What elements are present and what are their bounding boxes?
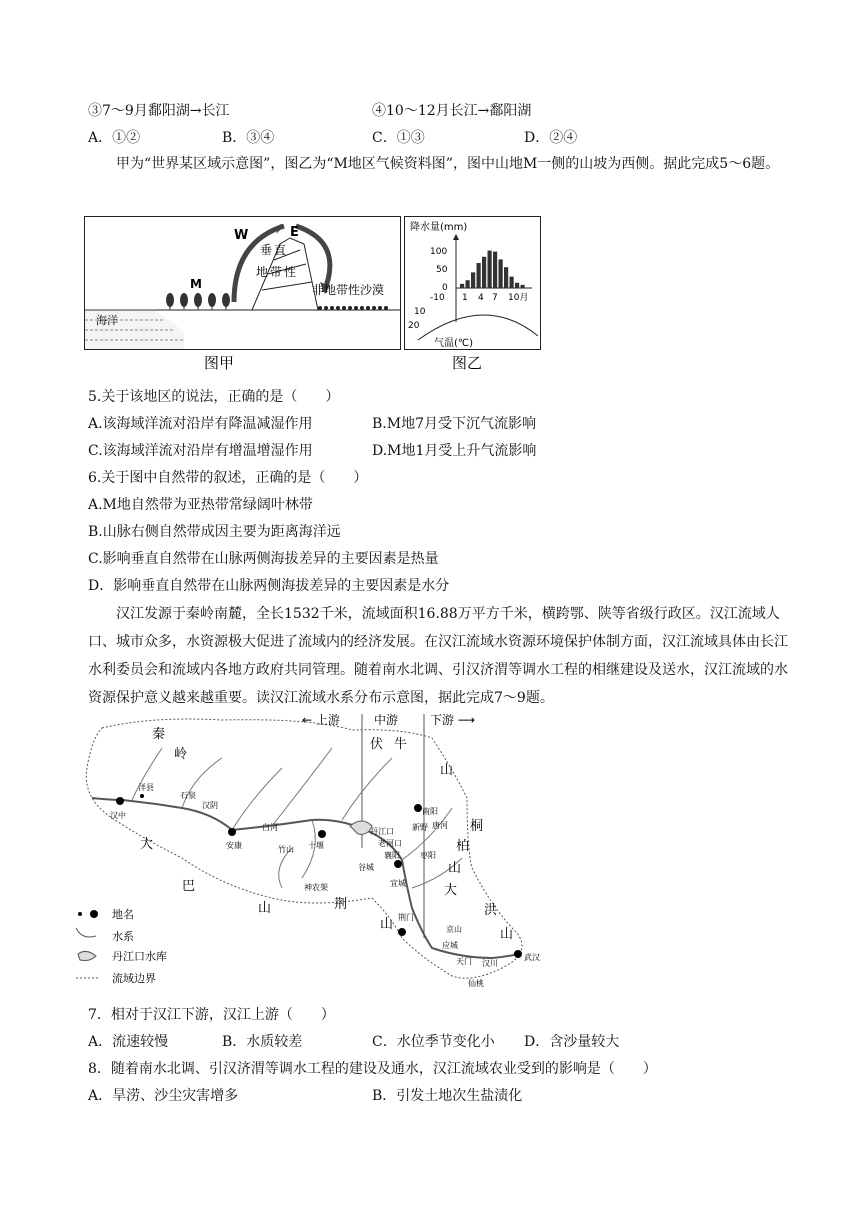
precip-bar-9 (504, 267, 508, 288)
city-wuhan: 武汉 (524, 953, 540, 962)
precip-bar-12 (521, 285, 525, 288)
svg-text:地名: 地名 (112, 908, 134, 921)
figure-yi (404, 212, 542, 372)
city-xiantao: 仙桃 (468, 979, 484, 988)
mt-hong: 洪 (484, 903, 498, 918)
q5-b: B.M地7月受下沉气流影响 (372, 416, 536, 432)
mt-niu: 牛 (394, 737, 408, 752)
city-yangxian: 洋县 (138, 783, 154, 792)
label-w: W (234, 228, 249, 243)
precip-bar-1 (460, 284, 464, 288)
tick-neg10: -10 (430, 293, 445, 303)
q8-stem: 8．随着南水北调、引汉济渭等调水工程的建设及通水，汉江流域农业受到的影响是（ ） (88, 1061, 657, 1077)
city-jingmen: 荆门 (398, 913, 414, 922)
precip-bar-6 (488, 251, 492, 288)
mt-da1: 大 (444, 883, 458, 898)
q8-a: A．旱涝、沙尘灾害增多 (88, 1088, 239, 1104)
q7-b: B．水质较差 (222, 1034, 303, 1050)
precip-bar-3 (471, 272, 475, 288)
caption-yi: 图乙 (452, 354, 483, 372)
q4-choice-a: A．①② (88, 130, 141, 146)
q4-choice-c: C．①③ (372, 130, 425, 146)
caption-jia: 图甲 (204, 354, 235, 372)
mt-shan5: 山 (380, 917, 394, 932)
city-laohekou: 老河口 (378, 839, 402, 848)
q8-b: B．引发土地次生盐渍化 (372, 1088, 523, 1104)
q7-a: A．流速较慢 (88, 1034, 169, 1050)
precip-bar-7 (493, 252, 497, 288)
svg-text:带: 带 (270, 265, 283, 279)
mt-ba: 巴 (182, 879, 196, 894)
q4-choice-d: D．②④ (524, 130, 578, 146)
mt-shan2: 山 (448, 861, 462, 876)
q7-stem: 7．相对于汉江下游，汉江上游（ ） (88, 1007, 335, 1023)
city-hanyin: 汉阴 (202, 801, 218, 810)
intro-5-6: 甲为“世界某区域示意图”，图乙为“M地区气候资料图”，图中山地M一侧的山坡为西侧。据此完成5～6题。 (116, 156, 780, 172)
mt-shan1: 山 (440, 763, 454, 778)
mt-da2: 大 (140, 837, 154, 852)
label-midstream: 中游 (374, 713, 399, 727)
city-yingcheng: 应城 (442, 941, 458, 950)
tributaries (132, 748, 462, 888)
xtick-1: 1 (462, 293, 468, 303)
q6-c: C.影响垂直自然带在山脉两侧海拔差异的主要因素是热量 (88, 551, 439, 567)
q6-stem: 6.关于图中自然带的叙述，正确的是（ ） (88, 470, 368, 486)
xtick-10: 10月 (508, 293, 529, 303)
temp-label: 气温(℃) (434, 338, 474, 349)
q6-a: A.M地自然带为亚热带常绿阔叶林带 (88, 497, 313, 513)
precip-bar-4 (477, 263, 481, 288)
label-e: E (290, 225, 299, 240)
q5-a: A.该海域洋流对沿岸有降温减湿作用 (88, 416, 313, 432)
city-tanghe: 唐河 (432, 821, 448, 830)
label-upstream: ← 上游 (302, 713, 340, 727)
city-danjiangkou: 丹江口 (370, 827, 394, 836)
q7-d: D．含沙量较大 (524, 1034, 620, 1050)
tick-100: 100 (430, 247, 448, 257)
city-hanchuan: 汉川 (482, 959, 498, 968)
tick-10: 10 (414, 307, 426, 317)
xtick-7: 7 (492, 293, 498, 303)
svg-text:性: 性 (284, 265, 297, 279)
mt-qin: 秦 (152, 727, 166, 742)
city-shennongjia: 神农架 (304, 883, 328, 892)
main-river (92, 798, 517, 958)
tick-50: 50 (436, 265, 448, 275)
svg-text:丹江口水库: 丹江口水库 (112, 950, 167, 963)
q4-option-4: ④10～12月长江→鄱阳湖 (372, 103, 532, 119)
mt-jing: 荆 (334, 897, 348, 912)
svg-text:流域边界: 流域边界 (112, 972, 156, 985)
mt-fu: 伏 (370, 737, 384, 752)
q5-c: C.该海域洋流对沿岸有增温增湿作用 (88, 443, 313, 459)
q4-choice-b: B．③④ (222, 130, 275, 146)
city-zaoyang: 枣阳 (420, 851, 436, 860)
mt-tong: 桐 (470, 819, 484, 834)
city-shiquan: 石泉 (180, 791, 196, 800)
city-jingshan: 京山 (446, 925, 462, 934)
svg-text:地: 地 (256, 265, 269, 279)
city-yicheng: 宜城 (390, 879, 406, 888)
mt-bai: 柏 (456, 839, 470, 854)
label-downstream: 下游 ⟶ (430, 713, 476, 727)
precip-bar-8 (499, 259, 503, 288)
q7-c: C．水位季节变化小 (372, 1034, 495, 1050)
map-legend (76, 907, 167, 985)
figure-jia (84, 212, 402, 372)
precip-bar-5 (482, 257, 486, 288)
city-zhushan: 竹山 (278, 845, 294, 854)
city-hanzhong: 汉中 (110, 811, 126, 820)
svg-text:直: 直 (274, 243, 287, 257)
label-m: M (190, 277, 202, 291)
desert-label: 非地带性沙漠 (312, 283, 385, 297)
q4-option-3: ③7～9月鄱阳湖→长江 (88, 103, 230, 119)
city-tianmen: 天门 (456, 957, 472, 966)
precip-bar-11 (515, 283, 519, 288)
city-ankang: 安康 (226, 841, 242, 850)
city-nanyang: 南阳 (422, 807, 438, 816)
precip-label: 降水量(mm) (410, 222, 468, 233)
mt-shan4: 山 (258, 901, 272, 916)
city-xiangyang: 襄阳 (384, 851, 400, 860)
svg-text:水系: 水系 (112, 930, 134, 943)
q6-d: D．影响垂直自然带在山脉两侧海拔差异的主要因素是水分 (88, 578, 450, 594)
hanjiang-map (72, 708, 552, 998)
tick-20: 20 (408, 321, 420, 331)
ocean-label: 海洋 (96, 314, 118, 327)
xtick-4: 4 (478, 293, 484, 303)
q6-b: B.山脉右侧自然带成因主要为距离海洋远 (88, 524, 341, 540)
precip-bar-10 (510, 277, 514, 288)
precip-bar-2 (466, 280, 470, 288)
tick-0: 0 (442, 283, 448, 293)
q5-d: D.M地1月受上升气流影响 (372, 443, 537, 459)
q5-stem: 5.关于该地区的说法，正确的是（ ） (88, 389, 340, 405)
city-baihe: 白河 (262, 823, 278, 832)
intro-7-9: 汉江发源于秦岭南麓，全长1532千米，流域面积16.88万平方千米，横跨鄂、陕等省级行政区。汉江流域人口、城市众多，水资源极大促进了流域内的经济发展。在汉江流域水资源环境保护体制方面，汉江流域具体由长江水利委员会和流域内各地方政府共同管理。随着南水北调、引汉济渭等调水工程的相继建设及送水，汉江流域的水资源保护意义越来越重要。读汉江流域水系分布示意图，据此完成7～9题。 (88, 606, 788, 706)
mt-ling: 岭 (174, 747, 188, 762)
city-gucheng: 谷城 (358, 863, 374, 872)
svg-text:垂: 垂 (260, 243, 273, 257)
mt-shan3: 山 (500, 927, 514, 942)
city-xinye: 新野 (412, 823, 428, 832)
city-shiyan: 十堰 (308, 841, 324, 850)
